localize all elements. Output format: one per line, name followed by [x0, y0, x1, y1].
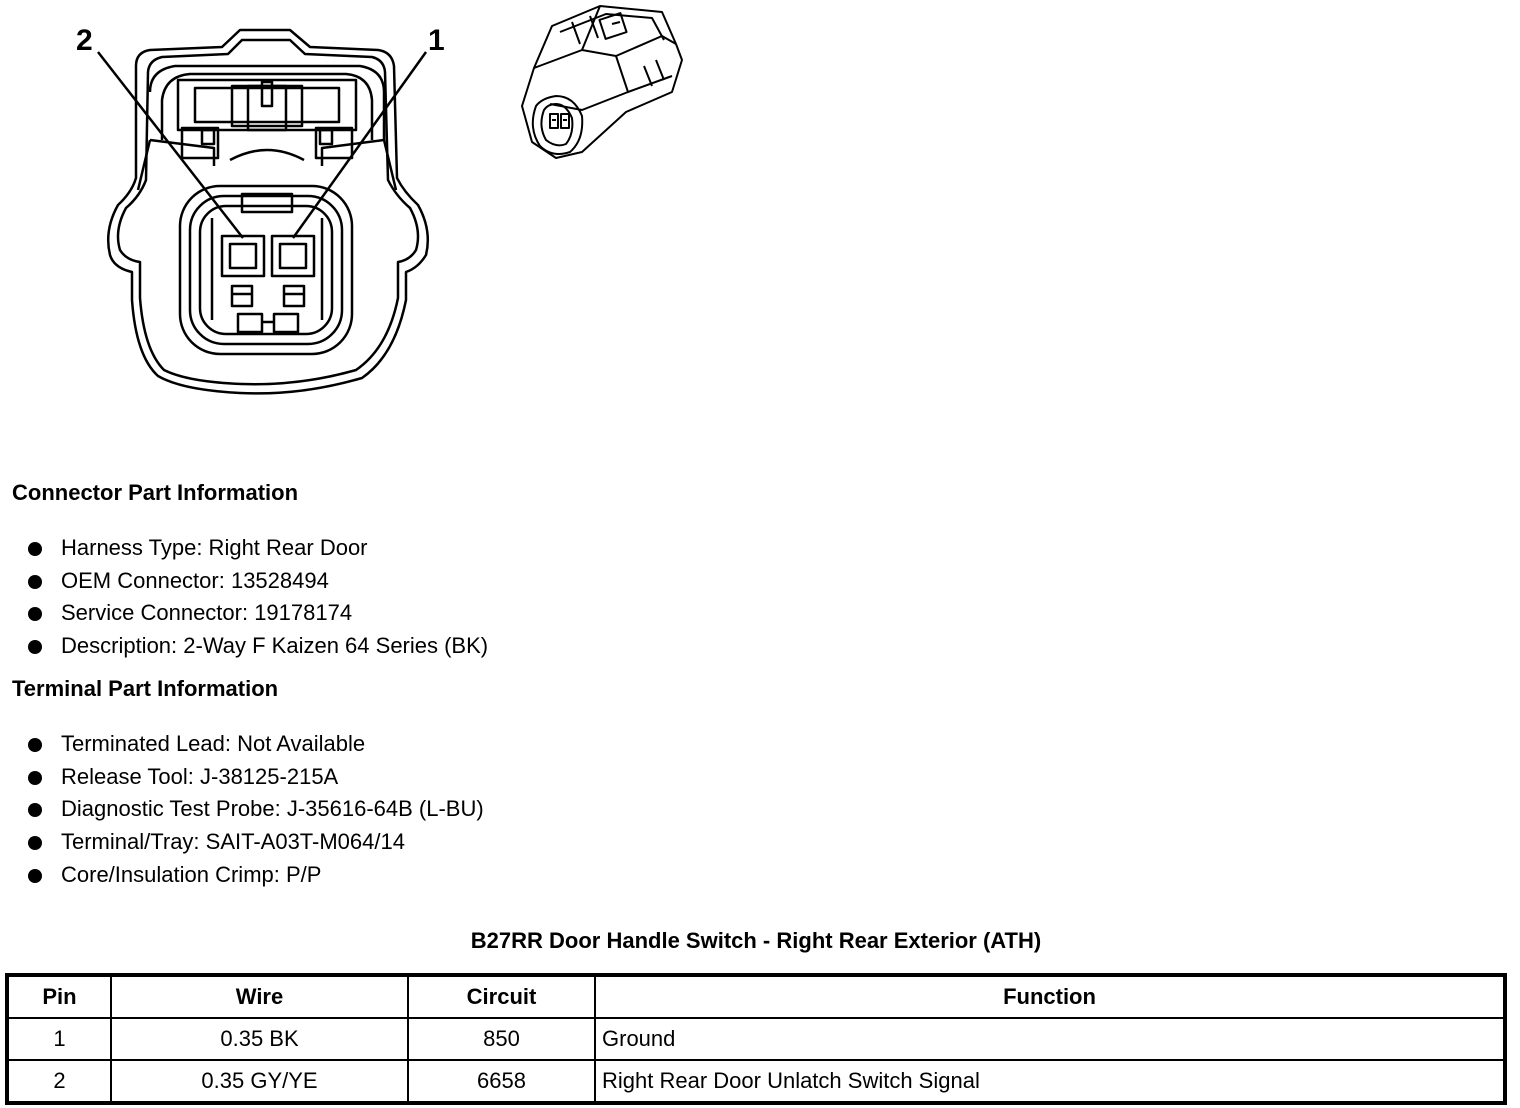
list-item: Release Tool: J-38125-215A: [28, 761, 484, 794]
connector-face-diagram: [0, 0, 720, 420]
list-item: Core/Insulation Crimp: P/P: [28, 859, 484, 892]
column-header-pin: Pin: [7, 975, 111, 1018]
bullet-icon: [28, 640, 42, 654]
bullet-icon: [28, 836, 42, 850]
list-item: Harness Type: Right Rear Door: [28, 532, 488, 565]
connector-info-heading: Connector Part Information: [12, 480, 299, 505]
list-item: Description: 2-Way F Kaizen 64 Series (BK): [28, 630, 488, 663]
pin-table-title: B27RR Door Handle Switch - Right Rear Exterior (ATH): [470, 928, 1042, 953]
cell-circuit: 850: [408, 1018, 595, 1060]
column-header-wire: Wire: [111, 975, 408, 1018]
bullet-icon: [28, 607, 42, 621]
cell-pin: 1: [7, 1018, 111, 1060]
column-header-circuit: Circuit: [408, 975, 595, 1018]
bullet-icon: [28, 738, 42, 752]
terminal-info-heading: Terminal Part Information: [12, 676, 279, 701]
bullet-icon: [28, 803, 42, 817]
pin-table: [5, 973, 1507, 1105]
bullet-icon: [28, 771, 42, 785]
list-item: Service Connector: 19178174: [28, 597, 488, 630]
list-item: Terminal/Tray: SAIT-A03T-M064/14: [28, 826, 484, 859]
list-item: OEM Connector: 13528494: [28, 565, 488, 598]
bullet-icon: [28, 575, 42, 589]
connector-info-list: [28, 532, 488, 663]
pin-1-label: 1: [428, 24, 445, 57]
bullet-icon: [28, 869, 42, 883]
list-item: Diagnostic Test Probe: J-35616-64B (L-BU): [28, 793, 484, 826]
cell-circuit: 6658: [408, 1060, 595, 1103]
table-header-row: [7, 975, 1505, 1018]
bullet-icon: [28, 542, 42, 556]
terminal-info-list: [28, 728, 484, 891]
cell-function: Right Rear Door Unlatch Switch Signal: [595, 1060, 1505, 1103]
cell-function: Ground: [595, 1018, 1505, 1060]
column-header-function: Function: [595, 975, 1505, 1018]
pin-2-label: 2: [76, 24, 93, 57]
cell-wire: 0.35 GY/YE: [111, 1060, 408, 1103]
cell-pin: 2: [7, 1060, 111, 1103]
cell-wire: 0.35 BK: [111, 1018, 408, 1060]
list-item: Terminated Lead: Not Available: [28, 728, 484, 761]
connector-isometric-view: [522, 6, 682, 158]
table-row: [7, 1060, 1505, 1103]
table-row: [7, 1018, 1505, 1060]
